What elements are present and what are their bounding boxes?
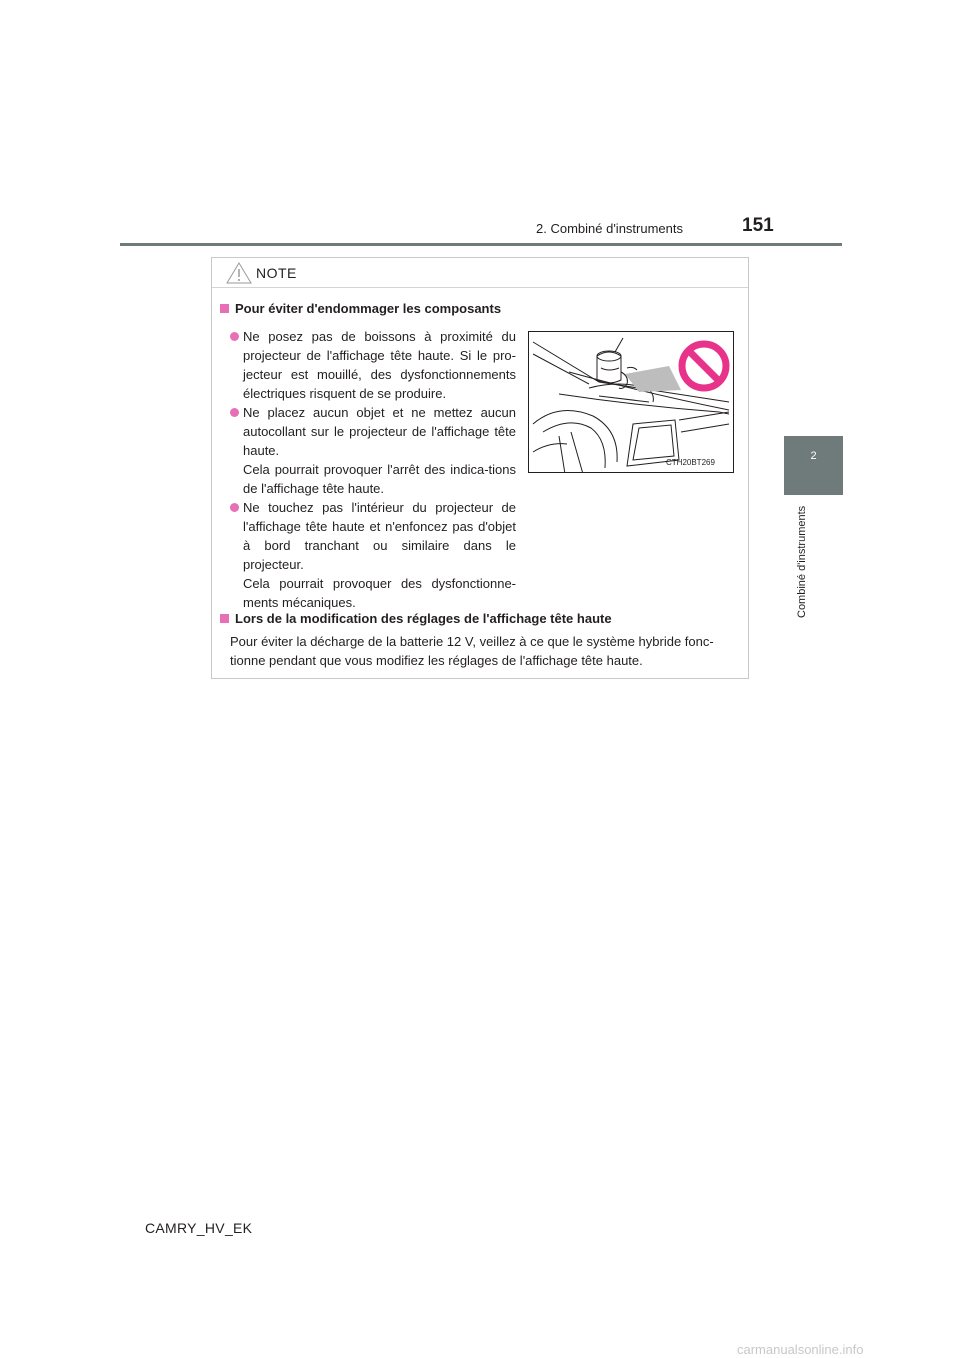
bullet-dot-icon xyxy=(230,503,239,512)
list-item-text: Ne touchez pas l'intérieur du projecteur de l'affichage tête haute et n'enfoncez pas d'objet à bord tranchant ou similaire dans le projecteur. Cela pourrait provoquer des dysfonctionne-ments mécaniques. xyxy=(243,500,516,610)
section-paragraph: Pour éviter la décharge de la batterie 12 V, veillez à ce que le système hybride fonc-tionne pendant que vous modifiez les réglages de l'affichage tête haute. xyxy=(230,634,714,668)
illustration-drink-on-dashboard xyxy=(528,331,734,473)
list-item xyxy=(230,498,516,612)
note-header xyxy=(212,258,748,288)
list-item xyxy=(230,403,516,498)
section-title xyxy=(220,611,612,626)
note-label: NOTE xyxy=(256,265,297,281)
bullet-dot-icon xyxy=(230,332,239,341)
chapter-tab-label: Combiné d'instruments xyxy=(796,506,808,619)
watermark: carmanualsonline.info xyxy=(737,1342,864,1357)
chapter-tab-number: 2 xyxy=(810,450,817,462)
bullet-dot-icon xyxy=(230,408,239,417)
chapter-tab xyxy=(784,436,843,495)
model-code: CAMRY_HV_EK xyxy=(145,1220,253,1236)
list-item-text: Ne posez pas de boissons à proximité du projecteur de l'affichage tête haute. Si le pro-jecteur est mouillé, des dysfonctionnements électriques risquent de se produire. xyxy=(243,329,516,401)
list-item-text: Ne placez aucun objet et ne mettez aucun autocollant sur le projecteur de l'affichage tête haute. Cela pourrait provoquer l'arrêt des indica-tions de l'affichage tête haute. xyxy=(243,405,516,496)
page-number: 151 xyxy=(742,215,774,236)
running-header-section: 2. Combiné d'instruments xyxy=(536,221,683,236)
dashboard-illustration xyxy=(529,332,734,473)
section-title-text: Pour éviter d'endommager les composants xyxy=(235,301,502,316)
section-title xyxy=(220,301,501,316)
square-bullet-icon xyxy=(220,304,229,313)
header-divider xyxy=(120,243,842,246)
square-bullet-icon xyxy=(220,614,229,623)
warning-triangle-icon xyxy=(226,262,252,284)
list-item xyxy=(230,327,516,403)
section-title-text: Lors de la modification des réglages de l'affichage tête haute xyxy=(235,611,612,626)
note-box xyxy=(211,257,749,679)
figure-code: CTH20BT269 xyxy=(666,458,715,467)
